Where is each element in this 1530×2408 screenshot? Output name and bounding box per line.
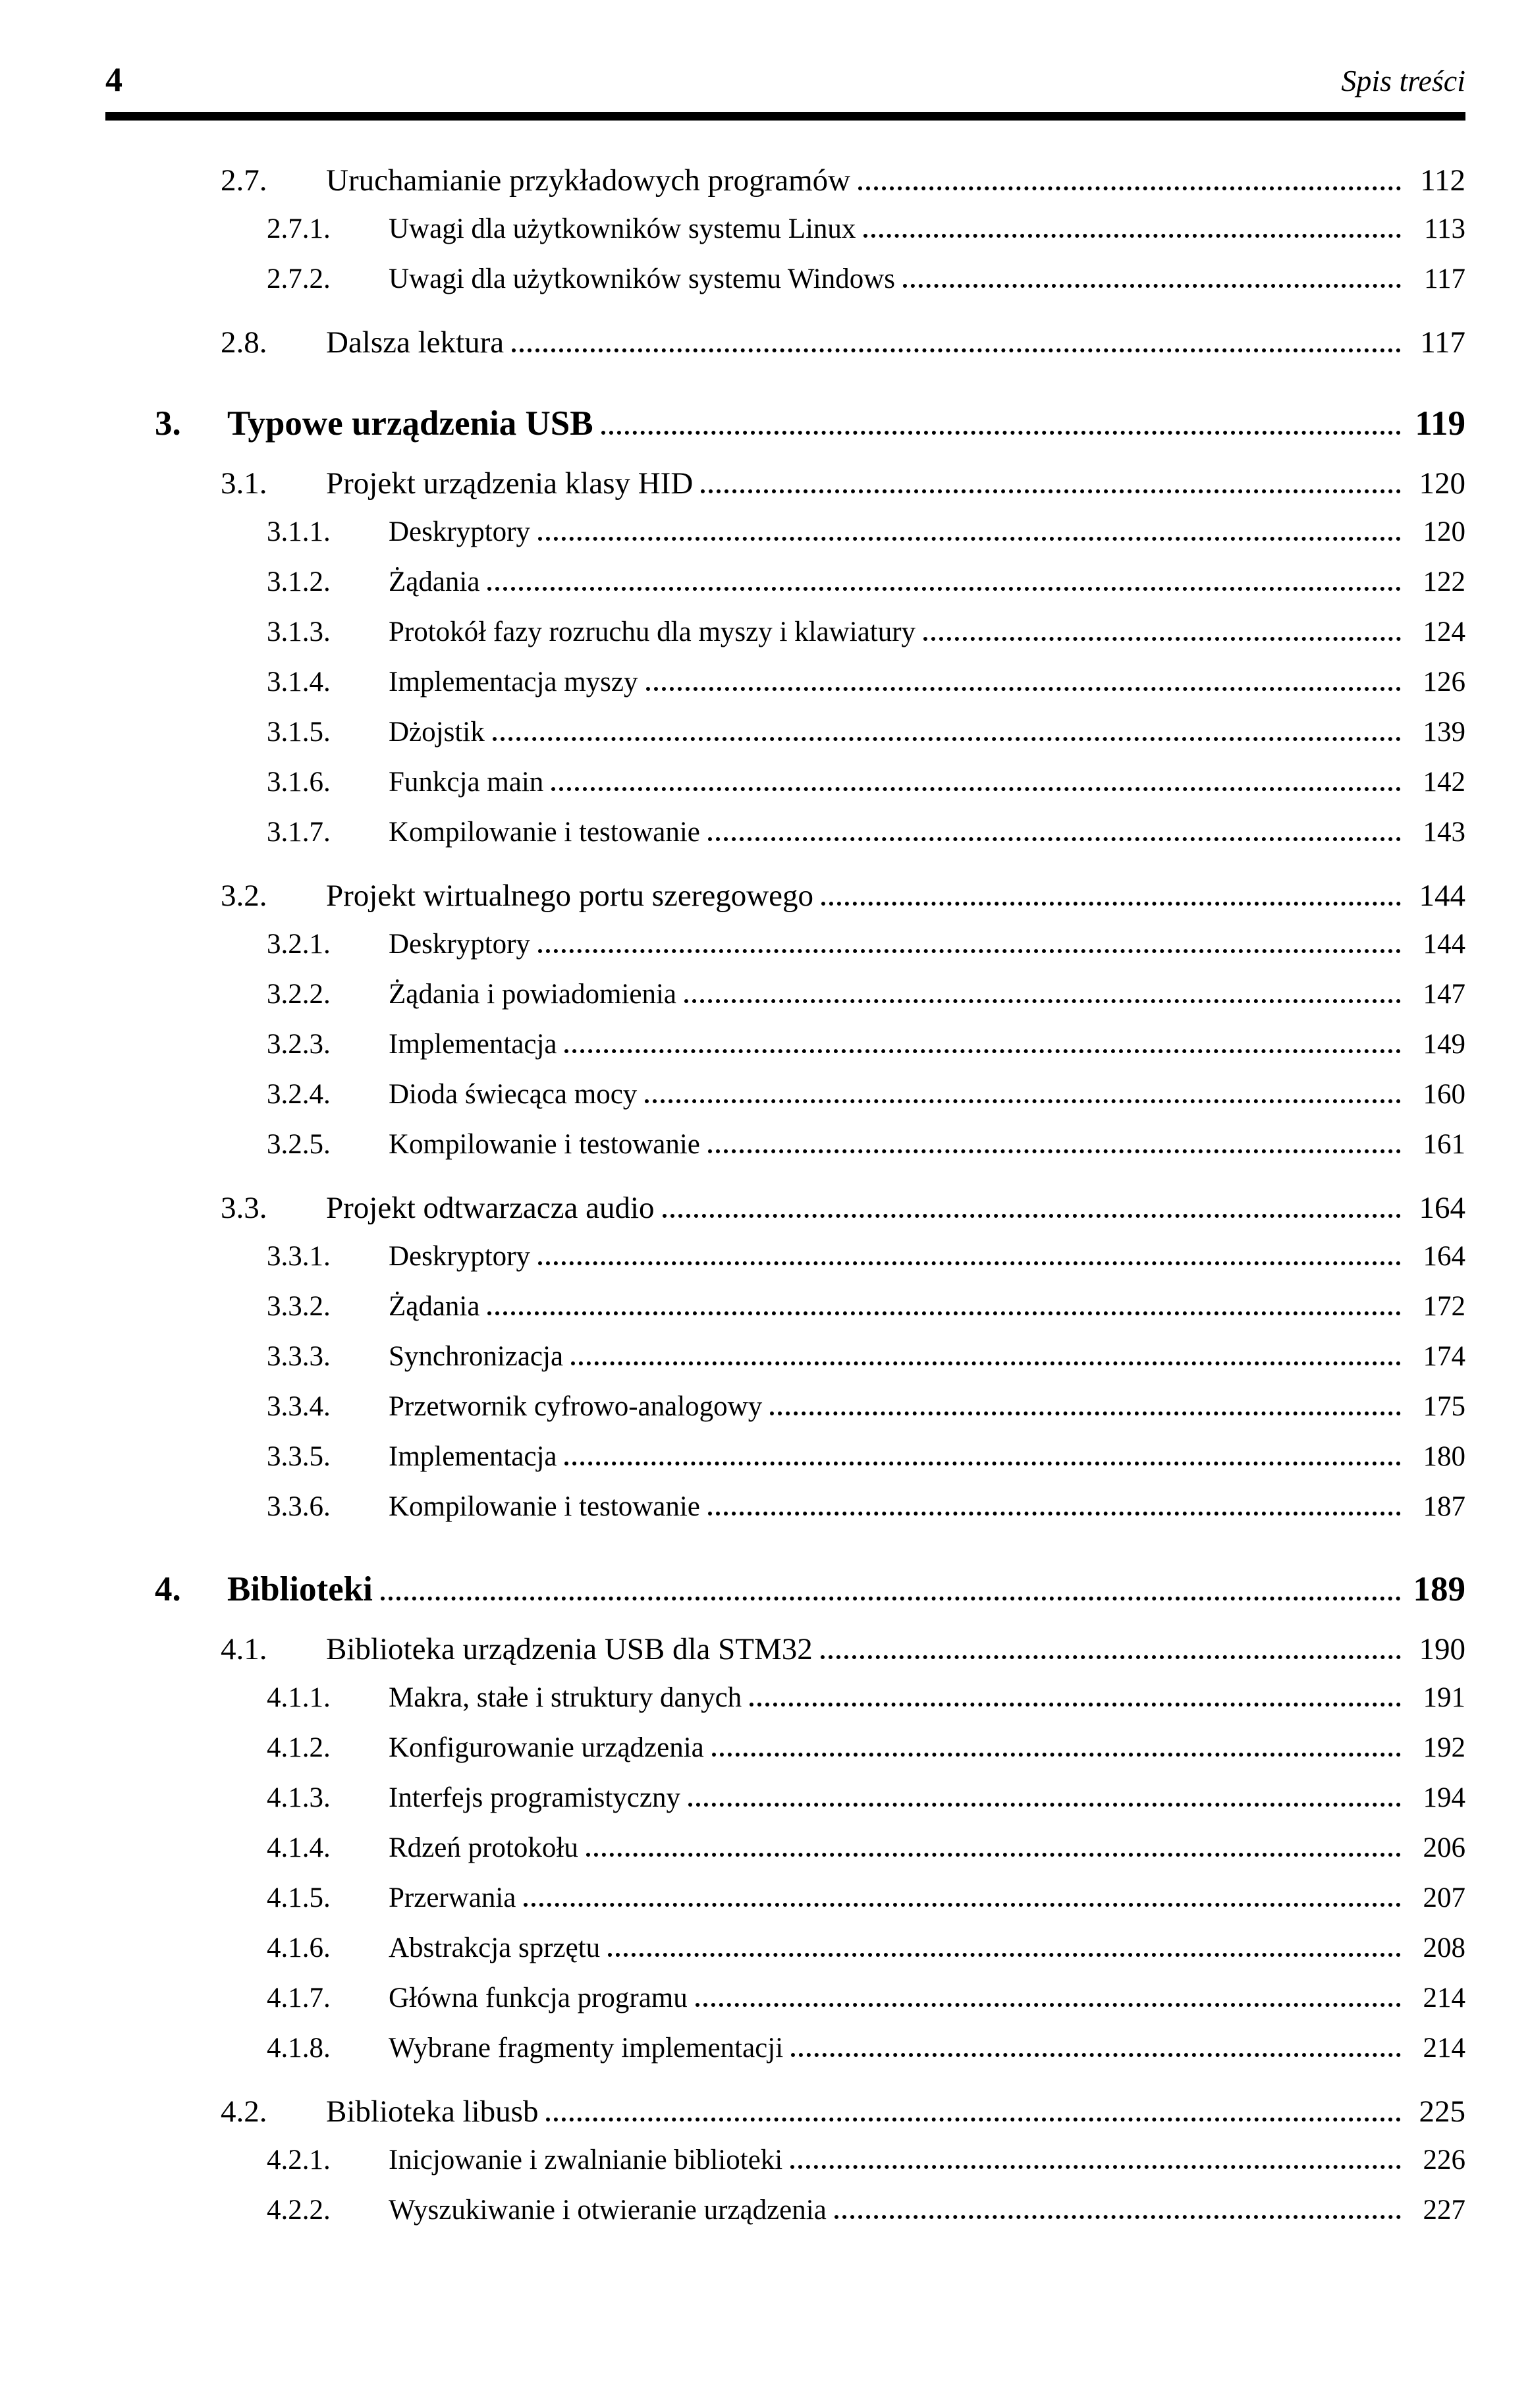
toc-entry-number: 2.7. [221,163,267,198]
toc-entry [105,1390,1465,1440]
toc-entry-number: 3.1. [221,466,267,501]
toc-entry-label: Deskryptory [389,929,530,960]
toc-entry-label: Kompilowanie i testowanie [389,1129,700,1160]
dot-leader [708,1149,1401,1153]
dot-leader [790,2165,1401,2169]
toc-entry-page: 117 [1420,325,1465,360]
toc-entry-number: 4.1.8. [267,2033,331,2064]
toc-entry-page: 120 [1419,466,1465,501]
dot-leader [708,1512,1401,1516]
dot-leader [696,2003,1401,2007]
toc-entry [105,978,1465,1028]
running-header [105,63,1465,97]
toc-entry-number: 3.2.3. [267,1029,331,1060]
toc-entry-page: 143 [1423,817,1465,848]
toc-entry-label: Implementacja [389,1029,557,1060]
toc-entry [105,928,1465,978]
toc-entry-number: 3.1.6. [267,767,331,798]
dot-leader [546,2118,1401,2121]
toc-entry-label: Biblioteka libusb [326,2094,539,2129]
toc-entry-number: 4.1.5. [267,1882,331,1913]
toc-entry-label: Typowe urządzenia USB [227,404,593,443]
toc-entry-label: Funkcja main [389,767,544,798]
toc-entry [105,1491,1465,1541]
dot-leader [538,537,1401,541]
toc-entry [105,2094,1465,2144]
toc-entry-page: 112 [1420,163,1465,198]
dot-leader [564,1049,1401,1053]
toc-entry [105,466,1465,516]
toc-entry [105,263,1465,313]
toc-entry-page: 144 [1423,929,1465,960]
dot-leader [821,1655,1401,1659]
toc-entry-page: 122 [1423,566,1465,597]
toc-entry [105,1290,1465,1340]
dot-leader [538,1261,1401,1265]
toc-entry-number: 3.2.5. [267,1129,331,1160]
toc-entry [105,2032,1465,2082]
toc-entry-page: 180 [1423,1441,1465,1472]
toc-entry-page: 142 [1423,767,1465,798]
dot-leader [663,1214,1401,1218]
dot-leader [524,1903,1401,1907]
toc-entry [105,1440,1465,1491]
dot-leader [538,949,1401,953]
toc-entry-label: Rdzeń protokołu [389,1832,578,1863]
header-rule [105,112,1465,121]
dot-leader [512,348,1401,352]
toc-entry-page: 187 [1423,1491,1465,1522]
toc-entry-page: 174 [1423,1341,1465,1372]
toc-entry-number: 4.1.2. [267,1732,331,1763]
dot-leader [381,1597,1401,1601]
toc-entry-number: 2.7.2. [267,263,331,294]
toc-entry-page: 191 [1423,1682,1465,1713]
toc-entry [105,1340,1465,1390]
dot-leader [903,284,1401,288]
toc-entry-page: 172 [1423,1291,1465,1322]
toc-entry [105,1932,1465,1982]
toc-entry-label: Projekt odtwarzacza audio [326,1191,655,1225]
toc-entry [105,666,1465,716]
toc-entry [105,1832,1465,1882]
toc-entry-label: Kompilowanie i testowanie [389,817,700,848]
toc-entry-label: Implementacja myszy [389,667,638,698]
toc-entry-number: 3.3.4. [267,1391,331,1422]
toc-entry-number: 3.2.1. [267,929,331,960]
toc-entry [105,1882,1465,1932]
toc-entry-label: Główna funkcja programu [389,1983,688,2013]
toc-entry-label: Dioda świecąca mocy [389,1079,638,1110]
toc-entry-label: Makra, stałe i struktury danych [389,1682,742,1713]
dot-leader [712,1753,1401,1757]
toc-entry-label: Kompilowanie i testowanie [389,1491,700,1522]
dot-leader [688,1803,1401,1807]
toc-entry-page: 192 [1423,1732,1465,1763]
toc-entry-label: Synchronizacja [389,1341,564,1372]
toc-entry-label: Abstrakcja sprzętu [389,1932,601,1963]
dot-leader [586,1853,1401,1857]
toc-entry [105,1631,1465,1682]
toc-entry-number: 2.8. [221,325,267,360]
toc-entry-number: 3.1.4. [267,667,331,698]
toc-entry-number: 4. [155,1570,181,1608]
toc-entry-label: Deskryptory [389,1241,530,1272]
toc-entry-page: 207 [1423,1882,1465,1913]
toc-entry-page: 147 [1423,979,1465,1010]
toc-entry [105,325,1465,375]
toc-entry-label: Dżojstik [389,717,485,748]
toc-entry-label: Uwagi dla użytkowników systemu Linux [389,213,856,244]
dot-leader [645,1099,1401,1103]
toc-entry [105,1782,1465,1832]
toc-entry-number: 4.1. [221,1632,267,1666]
toc-entry-label: Biblioteka urządzenia USB dla STM32 [326,1632,813,1666]
dot-leader [863,234,1401,238]
toc-entry-page: 119 [1415,404,1465,443]
toc-entry-number: 3.1.5. [267,717,331,748]
toc-entry-label: Projekt wirtualnego portu szeregowego [326,879,814,913]
toc-entry [105,1190,1465,1240]
toc-entry-page: 149 [1423,1029,1465,1060]
toc-entry-page: 144 [1419,879,1465,913]
toc-entry-page: 206 [1423,1832,1465,1863]
toc-entry-number: 3.3. [221,1191,267,1225]
toc-entry-page: 160 [1423,1079,1465,1110]
toc-entry-page: 225 [1419,2094,1465,2129]
dot-leader [821,902,1401,906]
toc-entry-page: 139 [1423,717,1465,748]
toc-entry [105,566,1465,616]
toc-entry-number: 2.7.1. [267,213,331,244]
dot-leader [564,1462,1401,1465]
toc-entry-label: Uwagi dla użytkowników systemu Windows [389,263,896,294]
toc-entry [105,2144,1465,2194]
toc-entry-page: 164 [1423,1241,1465,1272]
dot-leader [770,1411,1401,1415]
toc-entry-number: 4.2.2. [267,2195,331,2226]
toc-entry-page: 214 [1423,1983,1465,2013]
toc-entry-page: 113 [1424,213,1465,244]
toc-entry-page: 214 [1423,2033,1465,2064]
toc-entry-number: 4.1.6. [267,1932,331,1963]
toc-entry-number: 3.1.3. [267,616,331,647]
toc-entry-label: Interfejs programistyczny [389,1782,680,1813]
toc-entry-page: 124 [1423,616,1465,647]
toc-entry-label: Implementacja [389,1441,557,1472]
dot-leader [708,837,1401,841]
toc-entry [105,404,1465,454]
toc-entry [105,163,1465,213]
toc-entry-label: Żądania [389,1291,480,1322]
toc-entry-page: 189 [1413,1570,1465,1608]
toc-entry-page: 120 [1423,516,1465,547]
dot-leader [487,1311,1401,1315]
toc-entry-page: 161 [1423,1129,1465,1160]
toc-entry-page: 208 [1423,1932,1465,1963]
toc-entry [105,616,1465,666]
toc-entry-page: 194 [1423,1782,1465,1813]
toc-entry-number: 3.3.2. [267,1291,331,1322]
toc-entry [105,1128,1465,1178]
toc-entry-number: 4.1.4. [267,1832,331,1863]
dot-leader [646,687,1402,691]
dot-leader [571,1361,1401,1365]
toc-entry [105,766,1465,816]
toc-entry-number: 3.1.1. [267,516,331,547]
toc-entry-number: 3.1.7. [267,817,331,848]
toc-entry-page: 190 [1419,1632,1465,1666]
toc-entry-number: 4.2.1. [267,2145,331,2175]
toc-entry-page: 227 [1423,2195,1465,2226]
toc-entry [105,2194,1465,2244]
toc-entry-number: 4.1.7. [267,1983,331,2013]
toc-entry-label: Wybrane fragmenty implementacji [389,2033,784,2064]
toc-entry [105,213,1465,263]
toc-entry-label: Deskryptory [389,516,530,547]
toc-entry [105,1028,1465,1078]
toc-entry [105,1982,1465,2032]
toc-entry [105,1570,1465,1620]
page-number: 4 [105,61,123,99]
dot-leader [791,2053,1401,2057]
dot-leader [551,787,1401,791]
toc-entry-number: 3.2.4. [267,1079,331,1110]
toc-entry [105,1078,1465,1128]
toc-entry-number: 4.1.1. [267,1682,331,1713]
toc-entry [105,1732,1465,1782]
toc-entry [105,516,1465,566]
dot-leader [923,637,1401,641]
toc-entry-number: 3.3.6. [267,1491,331,1522]
toc-entry-label: Projekt urządzenia klasy HID [326,466,694,501]
toc-entry-label: Żądania i powiadomienia [389,979,677,1010]
toc-entry-number: 3.3.5. [267,1441,331,1472]
toc-entry-page: 117 [1424,263,1465,294]
toc-entry [105,716,1465,766]
toc-entry-label: Przetwornik cyfrowo-analogowy [389,1391,763,1422]
toc-entry-number: 4.2. [221,2094,267,2129]
toc-entry-number: 3.1.2. [267,566,331,597]
toc-entry-label: Uruchamianie przykładowych programów [326,163,851,198]
toc-entry-label: Protokół fazy rozruchu dla myszy i klawiatury [389,616,916,647]
toc-entry-label: Inicjowanie i zwalnianie biblioteki [389,2145,783,2175]
dot-leader [701,489,1401,493]
dot-leader [750,1703,1401,1707]
toc-entry-label: Dalsza lektura [326,325,505,360]
dot-leader [608,1953,1401,1957]
toc-entry-label: Konfigurowanie urządzenia [389,1732,704,1763]
dot-leader [858,186,1401,190]
toc-entry-label: Przerwania [389,1882,516,1913]
toc-entry-label: Wyszukiwanie i otwieranie urządzenia [389,2195,827,2226]
toc-entry-number: 3.2.2. [267,979,331,1010]
toc-entry-page: 164 [1419,1191,1465,1225]
toc-list [105,163,1465,2244]
toc-entry [105,816,1465,866]
toc-entry-label: Biblioteki [227,1570,373,1608]
toc-entry-number: 3.2. [221,879,267,913]
toc-entry-number: 3.3.3. [267,1341,331,1372]
toc-entry-number: 3. [155,404,181,443]
toc-entry-number: 4.1.3. [267,1782,331,1813]
dot-leader [493,737,1401,741]
toc-entry-page: 175 [1423,1391,1465,1422]
toc-entry [105,1240,1465,1290]
toc-entry-number: 3.3.1. [267,1241,331,1272]
dot-leader [834,2215,1401,2219]
toc-entry-page: 226 [1423,2145,1465,2175]
toc-entry-label: Żądania [389,566,480,597]
dot-leader [684,999,1401,1003]
dot-leader [487,587,1401,591]
toc-entry-page: 126 [1423,667,1465,698]
toc-entry [105,1682,1465,1732]
dot-leader [601,431,1401,435]
running-header-title: Spis treści [1341,64,1465,97]
toc-entry [105,878,1465,928]
